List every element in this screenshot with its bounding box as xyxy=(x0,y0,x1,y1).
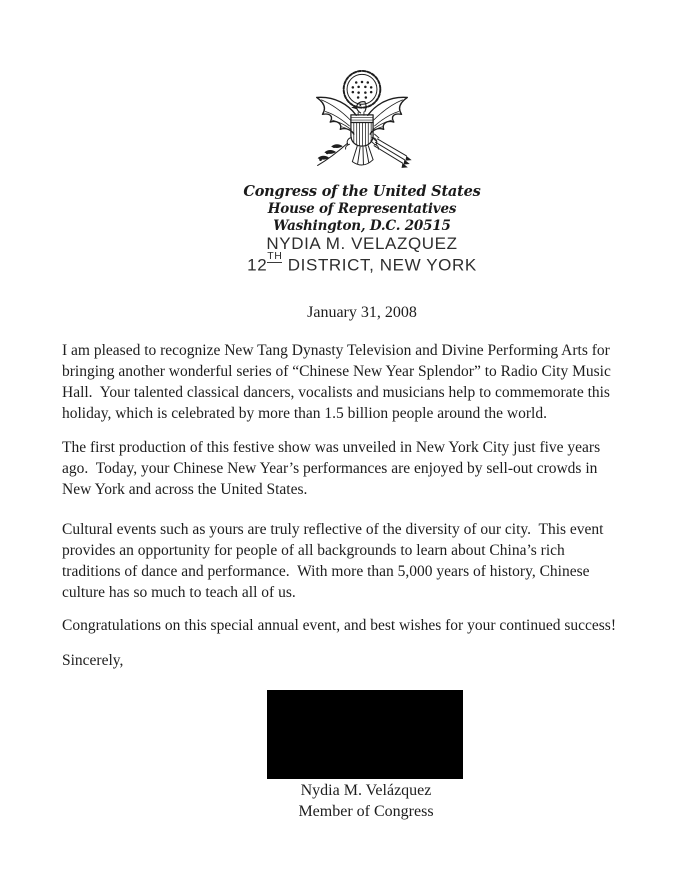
great-seal-icon xyxy=(303,70,421,178)
letterhead-house-line: House of Representatives xyxy=(267,201,457,217)
signature-name: Nydia M. Velázquez xyxy=(300,782,432,799)
body-line: holiday, which is celebrated by more than 1.5 billion people around the world. xyxy=(62,405,547,422)
signature-title: Member of Congress xyxy=(298,803,434,820)
paragraph-2 xyxy=(62,437,666,500)
body-line: culture has so much to teach all of us. xyxy=(62,584,296,601)
paragraph-1 xyxy=(62,340,666,424)
body-line: New York and across the United States. xyxy=(62,481,308,498)
body-line: bringing another wonderful series of “Chinese New Year Splendor” to Radio City Music xyxy=(62,363,611,380)
body-line: traditions of dance and performance. With more than 5,000 years of history, Chinese xyxy=(62,563,590,580)
letterhead-district-line xyxy=(62,250,662,275)
body-line: Cultural events such as yours are truly reflective of the diversity of our city. This event xyxy=(62,521,604,538)
letter-date: January 31, 2008 xyxy=(307,304,417,321)
paragraph-4 xyxy=(62,615,666,636)
body-line: provides an opportunity for people of all backgrounds to learn about China’s rich xyxy=(62,542,565,559)
district-number: 12 xyxy=(247,255,268,275)
body-line: ago. Today, your Chinese New Year’s performances are enjoyed by sell-out crowds in xyxy=(62,460,598,477)
letterhead-congress-line: Congress of the United States xyxy=(243,183,481,200)
closing-salutation: Sincerely, xyxy=(62,652,124,669)
paragraph-3 xyxy=(62,519,666,603)
letterhead-washington-line: Washington, D.C. 20515 xyxy=(273,218,451,234)
body-line: The first production of this festive show was unveiled in New York City just five years xyxy=(62,439,601,456)
body-line: Hall. Your talented classical dancers, vocalists and musicians help to commemorate this xyxy=(62,384,610,401)
body-line: Congratulations on this special annual event, and best wishes for your continued success! xyxy=(62,617,616,634)
body-line: I am pleased to recognize New Tang Dynasty Television and Divine Performing Arts for xyxy=(62,342,610,359)
signature-redaction-box xyxy=(267,690,463,779)
district-rest: DISTRICT, NEW YORK xyxy=(282,255,477,275)
letterhead-member-name: NYDIA M. VELAZQUEZ xyxy=(266,234,458,253)
district-ordinal-suffix: TH xyxy=(267,250,283,262)
